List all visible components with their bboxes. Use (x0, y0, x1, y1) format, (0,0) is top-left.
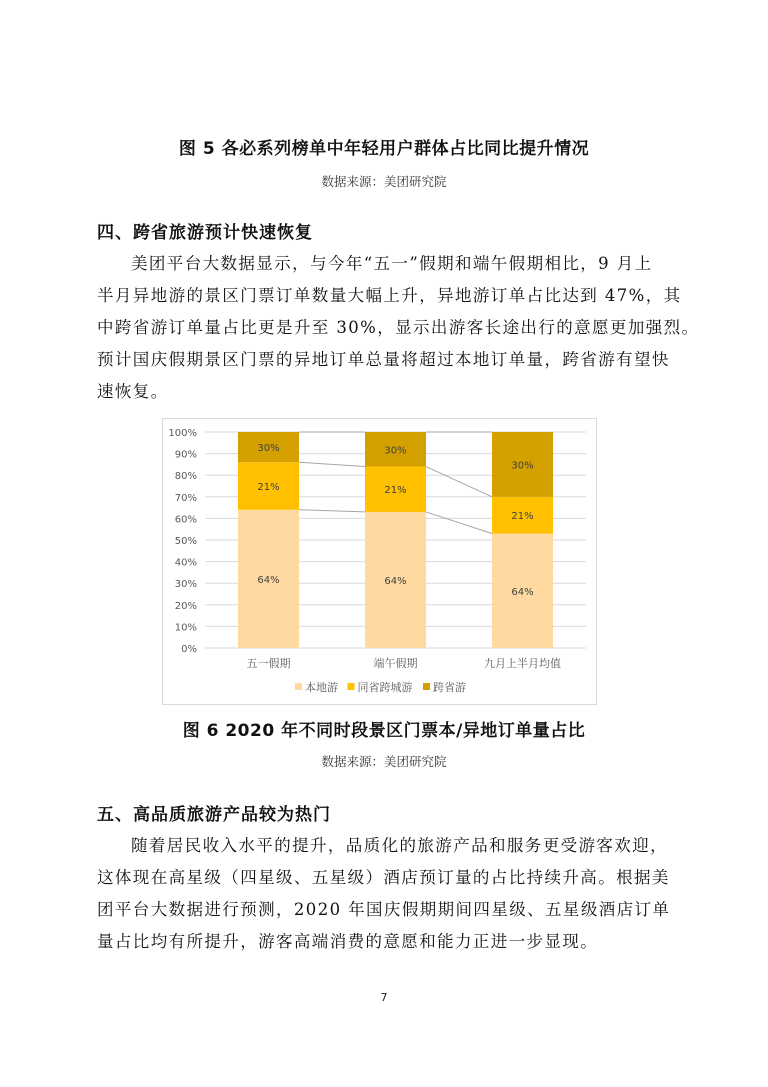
stacked-bar-chart (162, 418, 597, 705)
paragraph-line: 半月异地游的景区门票订单数量大幅上升，异地游订单占比达到 47%，其 (97, 286, 682, 305)
data-label: 21% (511, 511, 534, 523)
x-tick-label: 五一假期 (246, 657, 291, 670)
section4-paragraph (97, 248, 700, 408)
y-tick-label: 30% (174, 579, 197, 591)
data-label: 30% (257, 443, 280, 455)
section4-heading: 四、跨省旅游预计快速恢复 (97, 223, 313, 243)
data-label: 30% (511, 460, 534, 472)
figure6-caption: 图 6 2020 年不同时段景区门票本/异地订单量占比 (182, 721, 586, 741)
legend-label: 跨省游 (433, 681, 466, 694)
paragraph-line: 美团平台大数据显示，与今年“五一”假期和端午假期相比，9 月上 (131, 254, 653, 273)
data-label: 21% (257, 482, 280, 493)
section5-paragraph (97, 830, 669, 958)
paragraph-line: 随着居民收入水平的提升，品质化的旅游产品和服务更受游客欢迎， (131, 836, 668, 855)
figure5-source: 数据来源：美团研究院 (321, 174, 447, 189)
paragraph-line: 中跨省游订单量占比更是升至 30%，显示出游客长途出行的意愿更加强烈。 (97, 318, 700, 337)
y-tick-label: 50% (174, 536, 197, 547)
paragraph-line: 预计国庆假期景区门票的异地订单总量将超过本地订单量，跨省游有望快 (97, 350, 670, 369)
data-label: 30% (384, 445, 407, 457)
data-label: 21% (384, 485, 407, 497)
legend-swatch (348, 683, 355, 690)
y-tick-label: 90% (174, 449, 197, 461)
y-tick-label: 0% (181, 644, 197, 655)
figure5-caption: 图 5 各必系列榜单中年轻用户群体占比同比提升情况 (178, 139, 590, 159)
y-tick-label: 100% (168, 428, 197, 439)
paragraph-line: 速恢复。 (97, 382, 169, 401)
figure6-source: 数据来源：美团研究院 (321, 754, 447, 769)
y-tick-label: 40% (174, 557, 197, 569)
section5-heading: 五、高品质旅游产品较为热门 (97, 805, 331, 825)
legend-label: 本地游 (305, 681, 338, 694)
x-tick-label: 九月上半月均值 (484, 657, 561, 670)
paragraph-line: 团平台大数据进行预测，2020 年国庆假期期间四星级、五星级酒店订单 (97, 900, 671, 919)
y-tick-label: 10% (174, 622, 197, 634)
chart-canvas (163, 419, 598, 706)
paragraph-line: 这体现在高星级（四星级、五星级）酒店预订量的占比持续升高。根据美 (97, 868, 670, 887)
series-line (299, 462, 365, 466)
series-line (299, 510, 365, 512)
x-tick-label: 端午假期 (373, 657, 418, 670)
data-label: 64% (257, 574, 280, 586)
y-tick-label: 70% (174, 492, 197, 504)
series-line (426, 467, 492, 497)
y-tick-label: 80% (174, 471, 197, 483)
series-line (426, 512, 492, 534)
y-tick-label: 20% (174, 600, 197, 612)
y-tick-label: 60% (174, 514, 197, 526)
page-number: 7 (380, 991, 388, 1004)
data-label: 64% (384, 575, 407, 587)
legend-label: 同省跨城游 (357, 681, 413, 694)
data-label: 64% (511, 586, 534, 598)
paragraph-line: 量占比均有所提升，游客高端消费的意愿和能力正进一步显现。 (97, 932, 599, 951)
legend-swatch (423, 683, 430, 690)
legend-swatch (295, 683, 302, 690)
